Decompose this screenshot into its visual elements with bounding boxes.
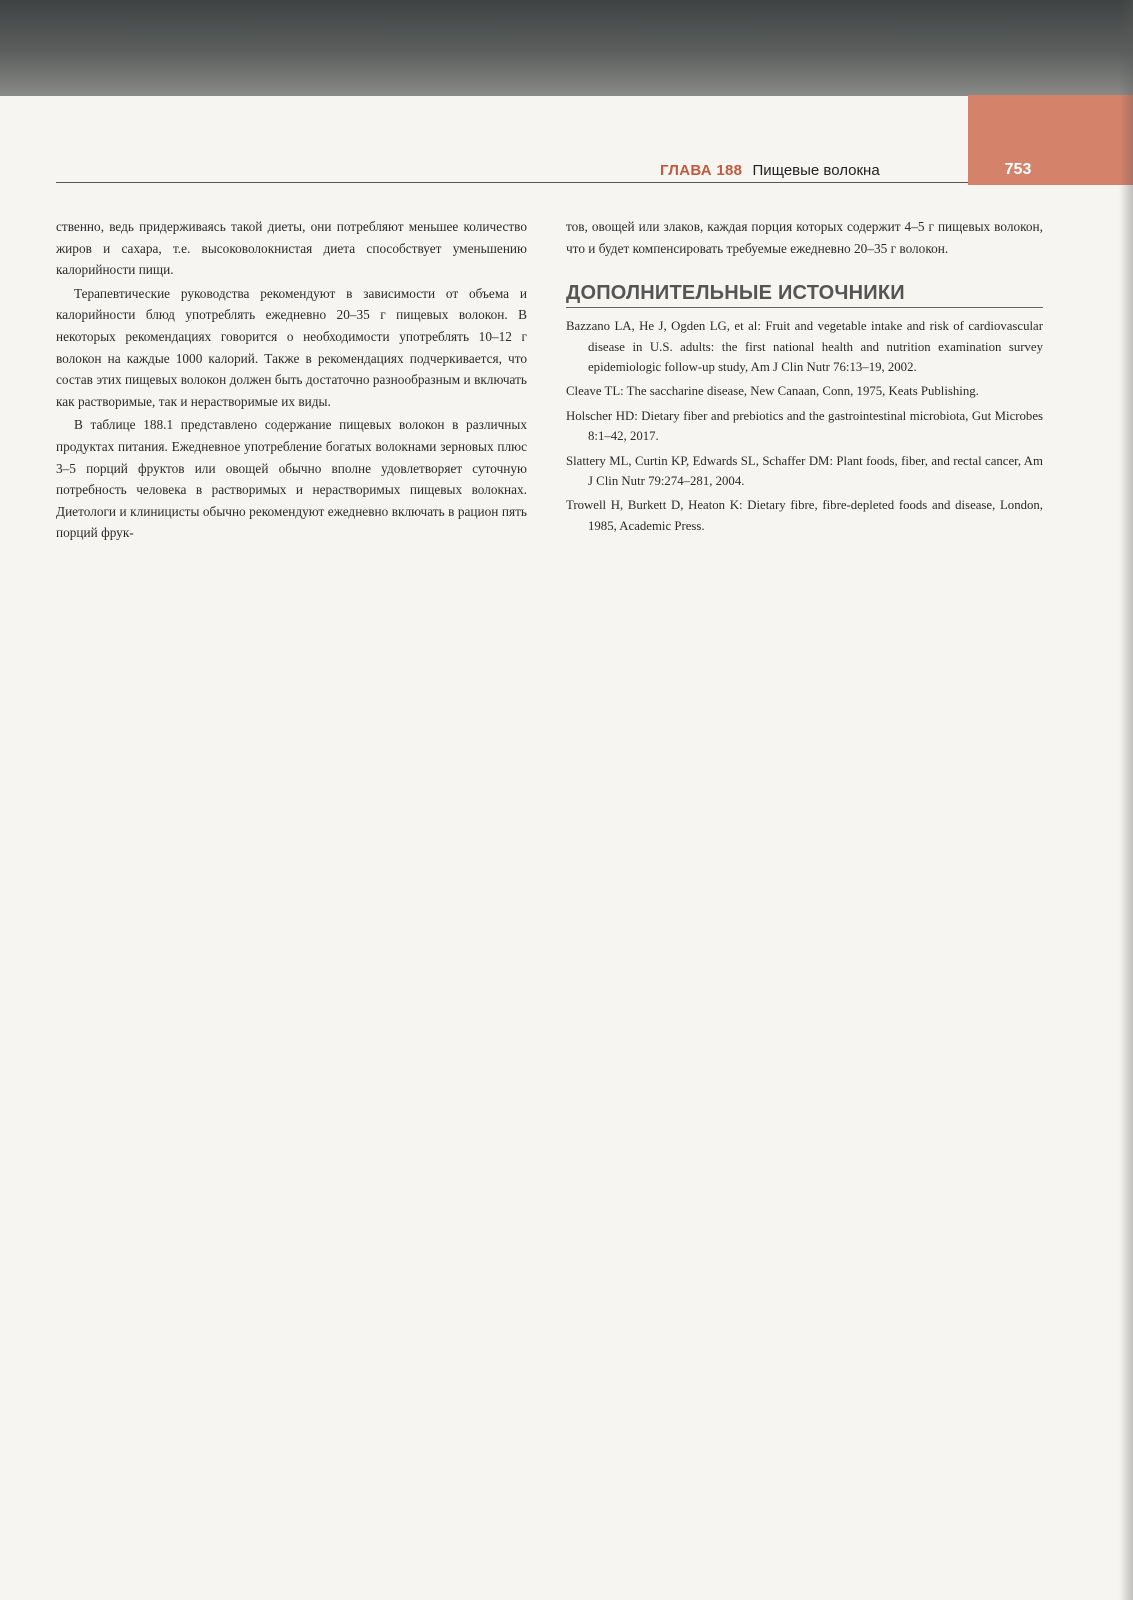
reference-item: Trowell H, Burkett D, Heaton K: Dietary fibre, fibre-depleted foods and disease, London, 1985, Academic Press. — [566, 498, 1043, 533]
reference-item: Bazzano LA, He J, Ogden LG, et al: Fruit and vegetable intake and risk of cardiovascular disease in U.S. adults: the first national health and nutrition examination survey epidemiologic follow-up study, Am J Clin Nutr 76:13–19, 2002. — [566, 319, 1043, 374]
header-rule — [56, 182, 968, 183]
scan-shadow — [0, 0, 1133, 96]
chapter-title: Пищевые волокна — [752, 162, 880, 179]
paragraph: тов, овощей или злаков, каждая порция которых содержит 4–5 г пищевых волокон, что и будет компенсировать требуемые ежедневно 20–35 г волокон. — [566, 219, 1043, 256]
left-column — [56, 216, 527, 544]
reference-item: Cleave TL: The saccharine disease, New Canaan, Conn, 1975, Keats Publishing. — [566, 384, 979, 399]
running-head — [660, 160, 960, 182]
page-number: 753 — [1004, 161, 1032, 178]
right-column — [566, 216, 1043, 540]
page-edge-shadow — [1119, 0, 1133, 1600]
section-heading: ДОПОЛНИТЕЛЬНЫЕ ИСТОЧНИКИ — [566, 282, 905, 305]
chapter-label: ГЛАВА 188 — [660, 162, 743, 179]
reference-item: Holscher HD: Dietary fiber and prebiotics and the gastrointestinal microbiota, Gut Microbes 8:1–42, 2017. — [566, 408, 1043, 444]
reference-item: Slattery ML, Curtin KP, Edwards SL, Schaffer DM: Plant foods, fiber, and rectal cancer, Am J Clin Nutr 79:274–281, 2004. — [566, 453, 1043, 489]
paragraph: Терапевтические руководства рекомендуют в зависимости от объема и калорийности блюд употреблять ежедневно 20–35 г пищевых волокон. В некоторых рекомендациях говорится о необходимости употреблять 10–12 г волокон на каждые 1000 калорий. Также в рекомендациях подчеркивается, что состав этих пищевых волокон должен быть достаточно разнообразным и включать как растворимые, так и нерастворимые их виды. — [56, 285, 527, 409]
section-rule — [566, 307, 1043, 308]
reference-list — [566, 316, 1043, 536]
paragraph: В таблице 188.1 представлено содержание пищевых волокон в различных продуктах питания. Ежедневное употребление богатых волокнами зерновых плюс 3–5 порций фруктов или овощей обычно вполне удовлетворяет суточную потребность человека в растворимых и нерастворимых пищевых волокнах. Диетологи и клиницисты обычно рекомендуют ежедневно включать в рацион пять порций фрук- — [56, 417, 527, 541]
paragraph: ственно, ведь придерживаясь такой диеты, они потребляют меньшее количество жиров и сахара, т.е. высоковолокнистая диета способствует уменьшению калорийности пищи. — [56, 219, 527, 278]
